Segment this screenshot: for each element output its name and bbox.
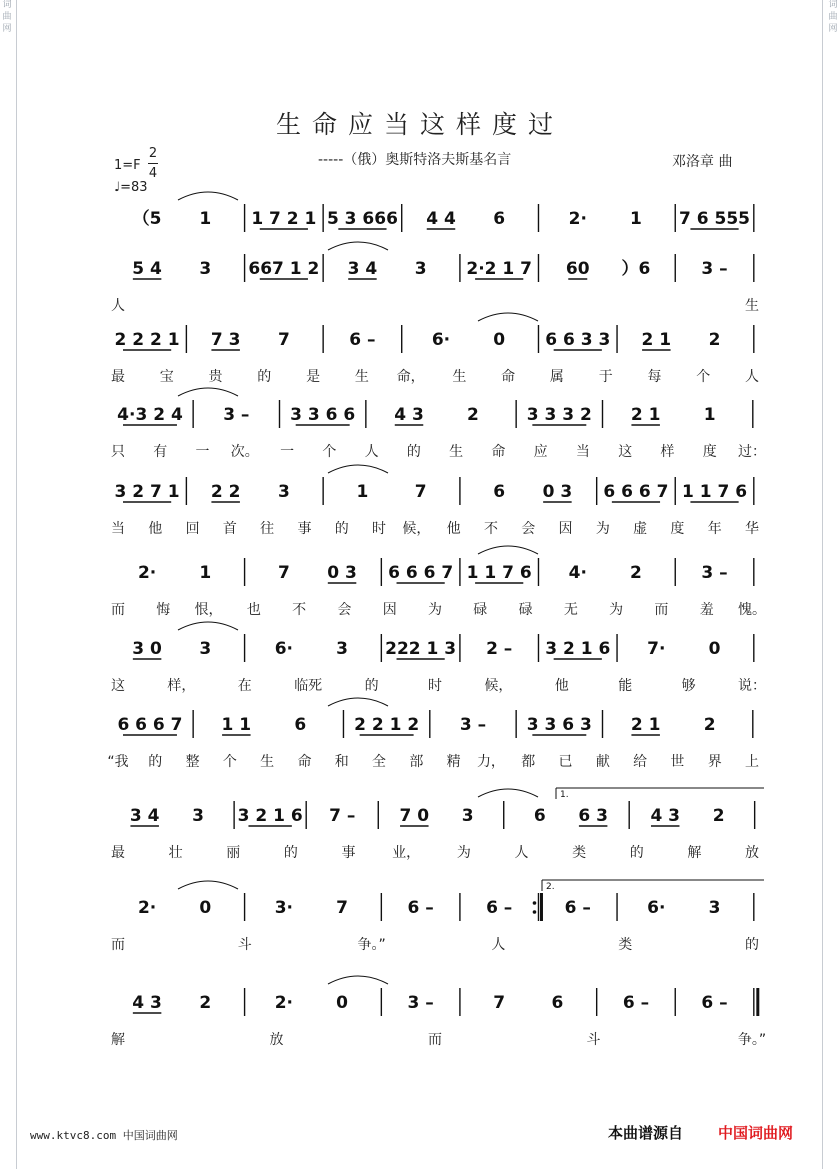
note-group: 4 3 (650, 806, 681, 826)
lyric-syllable: 回 (185, 521, 200, 537)
lyric-syllable: 能 (618, 678, 633, 694)
note-group: 2· (137, 898, 157, 918)
note-group: 1 7 2 1 (251, 209, 317, 229)
note-group: 6 (493, 209, 506, 229)
note-group: 3 0 (132, 639, 162, 659)
lyric-syllable: 临死 (294, 678, 323, 694)
note-group: 6 3 (578, 806, 608, 826)
note-group: 2 1 (641, 330, 672, 350)
lyric-syllable: 度 (670, 521, 685, 537)
watermark-left: 词 曲 网 (2, 0, 12, 34)
note-group: 6· (647, 898, 666, 918)
note-group: 4 3 (132, 993, 162, 1013)
note-group: 2 (712, 806, 725, 826)
lyric-syllable: 够 (681, 678, 696, 694)
note-group: 2 2 1 2 (354, 715, 420, 735)
lyric-syllable: 他 (148, 521, 163, 537)
volta-label: 2. (546, 882, 555, 892)
note-group: 3 (336, 639, 348, 659)
lyric-syllable: 他 (446, 521, 461, 537)
volta-label: 1. (560, 790, 569, 800)
lyric-syllable: 个 (322, 444, 337, 460)
note-group: 6· (274, 639, 294, 659)
lyric-syllable: 生 (452, 369, 467, 385)
slur-arc (478, 546, 538, 554)
note-group: 7 3 (210, 330, 241, 350)
note-group: 3 2 1 6 (545, 639, 611, 659)
lyric-syllable: 事 (297, 521, 312, 537)
note-group: 0 (199, 898, 212, 918)
tempo-value: =83 (120, 180, 148, 195)
note-group: 6 – (349, 330, 376, 350)
slur-arc (328, 242, 388, 250)
lyric-syllable: 不 (292, 602, 307, 618)
lyric-syllable: 精 (446, 754, 461, 770)
note-group: 7 (336, 898, 348, 918)
lyric-syllable: 一 (280, 444, 295, 460)
note-group: 7 (277, 330, 290, 350)
note-group: 2 (630, 563, 642, 583)
note-group: 60 (565, 259, 590, 279)
note-group: 7 – (329, 806, 356, 826)
note-group: 0 (493, 330, 506, 350)
key-signature: 1=F (114, 158, 141, 173)
lyric-syllable: 而 (111, 602, 125, 618)
lyric-syllable: 解 (687, 845, 702, 861)
note-group: （5 (132, 209, 162, 229)
note-group: 6 6 3 3 (545, 330, 611, 350)
lyric-syllable: 属 (549, 369, 564, 385)
lyric-syllable: 而 (111, 937, 125, 953)
lyric-syllable: 不 (483, 521, 498, 537)
note-group: 4· (568, 563, 587, 583)
subtitle: -----（俄）奥斯特洛夫斯基名言 (318, 152, 512, 168)
lyric-syllable: 年 (707, 521, 722, 537)
lyric-syllable: 世 (670, 754, 685, 770)
lyric-syllable: 解 (111, 1032, 125, 1048)
lyric-syllable: 的 (629, 845, 644, 861)
lyric-syllable: 碌 (518, 602, 533, 618)
note-group: 6 – (486, 898, 513, 918)
slur-arc (328, 465, 388, 473)
note-group: 6 – (564, 898, 591, 918)
lyric-syllable: 是 (306, 369, 321, 385)
lyric-syllable: 候， (484, 678, 513, 694)
note-group: 5 4 (132, 259, 162, 279)
lyric-syllable: 生 (354, 369, 369, 385)
time-signature-top: 2 (148, 146, 158, 161)
lyric-syllable: 也 (246, 602, 261, 618)
note-group: 6 6 6 7 (117, 715, 183, 735)
lyric-syllable: 放 (745, 845, 759, 861)
note-group: ）6 (621, 259, 651, 279)
note-group: 3 2 7 1 (114, 482, 180, 502)
note-group: 1 (199, 563, 212, 583)
note-group: 3 (277, 482, 290, 502)
footer-source-label: 本曲谱源自 (608, 1124, 684, 1142)
lyric-syllable: 生 (449, 444, 464, 460)
lyric-syllable: 华 (745, 521, 759, 537)
lyric-syllable: 贵 (208, 369, 223, 385)
note-group: 2· (137, 563, 157, 583)
note-group: 2 (703, 715, 716, 735)
lyric-syllable: 当 (111, 521, 125, 537)
lyric-syllable: 过： (738, 444, 766, 460)
lyric-syllable: 应 (533, 444, 548, 460)
note-group: 3 – (407, 993, 434, 1013)
note-group: 0 3 (542, 482, 573, 502)
lyric-syllable: 当 (575, 444, 590, 460)
note-group: 4·3 2 4 (117, 405, 183, 425)
note-group: 3 4 (347, 259, 378, 279)
repeat-dot (533, 910, 537, 914)
note-group: 6 – (701, 993, 728, 1013)
lyric-syllable: 为 (428, 602, 442, 618)
lyric-syllable: 说： (738, 678, 766, 694)
note-group: 7 0 (399, 806, 430, 826)
note-group: 2 (199, 993, 212, 1013)
lyric-syllable: 往 (260, 521, 275, 537)
lyric-syllable: 为 (456, 845, 471, 861)
lyric-syllable: 人 (514, 845, 529, 861)
slur-arc (478, 313, 538, 321)
note-group: 2·2 1 7 (466, 259, 533, 279)
note-group: 6 (294, 715, 307, 735)
note-group: 3 (199, 259, 212, 279)
note-group: 3 3 6 6 (290, 405, 356, 425)
lyric-syllable: 命， (396, 369, 425, 385)
note-group: 4 4 (426, 209, 456, 229)
lyric-syllable: 的 (283, 845, 298, 861)
lyric-syllable: 样， (167, 678, 196, 694)
lyric-syllable: 类 (618, 937, 633, 953)
lyric-syllable: 命 (491, 444, 506, 460)
note-group: 3 – (701, 259, 728, 279)
lyric-syllable: 一 (195, 444, 210, 460)
lyric-syllable: 都 (521, 754, 536, 770)
note-group: 6 (551, 993, 564, 1013)
lyric-syllable: 的 (364, 678, 379, 694)
lyric-syllable: 斗 (586, 1032, 601, 1048)
repeat-dot (533, 901, 537, 905)
lyric-syllable: 悔 (156, 602, 171, 618)
lyric-syllable: 的 (334, 521, 349, 537)
note-group: 3 – (701, 563, 728, 583)
lyric-syllable: 最 (111, 845, 125, 861)
note-group: 3 4 (129, 806, 160, 826)
lyric-syllable: 放 (269, 1032, 284, 1048)
lyric-syllable: 人 (364, 444, 379, 460)
note-group: 7 (277, 563, 290, 583)
lyric-syllable: 的 (257, 369, 272, 385)
footer-brand[interactable]: 中国词曲网 (718, 1124, 794, 1142)
slur-arc (178, 388, 238, 396)
lyric-syllable: 事 (341, 845, 356, 861)
note-group: 2 2 (210, 482, 241, 502)
lyric-syllable: 上 (745, 754, 759, 770)
note-group: 2· (568, 209, 587, 229)
note-group: 0 (336, 993, 348, 1013)
lyric-syllable: 时 (372, 521, 387, 537)
lyric-syllable: 生 (260, 754, 275, 770)
lyric-syllable: 只 (111, 444, 125, 460)
note-group: 6 6 6 7 (603, 482, 669, 502)
note-group: 3 – (223, 405, 250, 425)
lyric-syllable: 在 (237, 678, 252, 694)
lyric-syllable: 有 (153, 444, 168, 460)
lyric-syllable: 业， (392, 845, 421, 861)
note-group: 5 3 666 (326, 209, 398, 229)
lyric-syllable: 次。 (230, 444, 259, 460)
lyric-syllable: 个 (222, 754, 237, 770)
lyric-syllable: 每 (647, 369, 662, 385)
note-group: 222 1 3 (385, 639, 457, 659)
lyric-syllable: 会 (521, 521, 536, 537)
lyric-syllable: 于 (598, 369, 613, 385)
lyric-syllable: 最 (111, 369, 125, 385)
note-group: 2 (467, 405, 479, 425)
note-group: 7 (414, 482, 427, 502)
time-signature-bottom: 4 (148, 166, 158, 181)
note-group: 667 1 2 (248, 259, 320, 279)
note-group: 6 (493, 482, 506, 502)
note-group: 3 (461, 806, 474, 826)
note-group: 1 (199, 209, 212, 229)
lyric-syllable: 全 (372, 754, 387, 770)
note-group: 2 (708, 330, 721, 350)
watermark-right: 词 曲 网 (828, 0, 838, 34)
note-group: 6 – (407, 898, 434, 918)
lyric-syllable: 斗 (237, 937, 252, 953)
lyric-syllable: “我 (107, 754, 129, 770)
note-group: 1 (703, 405, 716, 425)
lyric-syllable: 这 (111, 678, 125, 694)
note-group: 6 (533, 806, 546, 826)
slur-arc (328, 698, 388, 706)
lyric-syllable: 因 (382, 602, 397, 618)
note-group: 1 (356, 482, 369, 502)
lyric-syllable: 部 (409, 754, 424, 770)
lyric-syllable: 人 (111, 298, 125, 314)
lyric-syllable: 整 (185, 754, 200, 770)
lyric-syllable: 争。” (357, 937, 386, 953)
note-group: 2· (274, 993, 294, 1013)
lyric-syllable: 碌 (473, 602, 488, 618)
lyric-syllable: 人 (745, 369, 759, 385)
note-group: 2 1 (630, 405, 661, 425)
lyric-syllable: 而 (428, 1032, 442, 1048)
lyric-syllable: 首 (222, 521, 237, 537)
lyric-syllable: 壮 (168, 845, 183, 861)
note-group: 4 3 (394, 405, 424, 425)
note-group: 3 (192, 806, 205, 826)
lyric-syllable: 和 (334, 754, 349, 770)
slur-arc (178, 192, 238, 200)
lyric-syllable: 虚 (633, 521, 648, 537)
footer-site: www.ktvc8.com 中国词曲网 (30, 1129, 178, 1142)
note-group: 7 (493, 993, 506, 1013)
note-group: 6 – (622, 993, 650, 1013)
note-group: 3 (199, 639, 212, 659)
note-group: 3 – (459, 715, 487, 735)
lyric-syllable: 力， (476, 754, 505, 770)
lyric-syllable: 无 (563, 602, 578, 618)
note-group: 3 (414, 259, 427, 279)
lyric-syllable: 丽 (226, 845, 241, 861)
note-group: 3 (708, 898, 721, 918)
note-group: 3 2 1 6 (237, 806, 303, 826)
slur-arc (328, 976, 388, 984)
lyric-syllable: 已 (558, 754, 573, 770)
note-group: 3 3 6 3 (526, 715, 592, 735)
lyric-syllable: 为 (609, 602, 624, 618)
lyric-syllable: 候， (402, 521, 431, 537)
lyric-syllable: 会 (337, 602, 352, 618)
note-group: 7· (647, 639, 666, 659)
lyric-syllable: 因 (558, 521, 573, 537)
lyric-syllable: 宝 (159, 369, 174, 385)
note-group: 1 1 7 6 (681, 482, 748, 502)
note-group: 7 6 555 (679, 209, 751, 229)
lyric-syllable: 愧。 (738, 602, 766, 618)
lyric-syllable: 争。” (737, 1032, 767, 1048)
note-group: 3 3 3 2 (526, 405, 592, 425)
slur-arc (178, 622, 238, 630)
lyric-syllable: 献 (595, 754, 610, 770)
lyric-syllable: 命 (501, 369, 516, 385)
note-group: 2 2 2 1 (114, 330, 180, 350)
note-group: 3· (274, 898, 294, 918)
lyric-syllable: 的 (745, 937, 759, 953)
note-group: 1 1 (221, 715, 252, 735)
lyric-syllable: 而 (654, 602, 669, 618)
slur-arc (178, 881, 238, 889)
lyric-syllable: 他 (554, 678, 569, 694)
note-group: 1 (630, 209, 642, 229)
lyric-syllable: 恨， (194, 602, 223, 618)
note-group: 2 – (486, 639, 513, 659)
slur-arc (478, 789, 538, 797)
page-title: 生命应当这样度过 (275, 110, 564, 139)
lyric-syllable: 界 (707, 754, 722, 770)
lyric-syllable: 命 (297, 754, 312, 770)
note-group: 6 6 6 7 (388, 563, 454, 583)
lyric-syllable: 类 (572, 845, 587, 861)
lyric-syllable: 时 (428, 678, 442, 694)
note-group: 1 1 7 6 (466, 563, 532, 583)
note-group: 0 (708, 639, 721, 659)
lyric-syllable: 这 (618, 444, 633, 460)
note-group: 2 1 (630, 715, 661, 735)
note-group: 6· (431, 330, 451, 350)
composer: 邓洛章 曲 (672, 154, 733, 170)
lyric-syllable: 个 (696, 369, 711, 385)
lyric-syllable: 样 (660, 444, 675, 460)
note-group: 0 3 (327, 563, 357, 583)
lyric-syllable: 生 (745, 298, 759, 314)
lyric-syllable: 人 (491, 937, 506, 953)
lyric-syllable: 度 (702, 444, 717, 460)
quarter-note-icon: ♩ (114, 180, 121, 195)
lyric-syllable: 羞 (699, 602, 714, 618)
lyric-syllable: 给 (633, 754, 648, 770)
lyric-syllable: 的 (148, 754, 163, 770)
lyric-syllable: 为 (595, 521, 610, 537)
lyric-syllable: 的 (406, 444, 421, 460)
